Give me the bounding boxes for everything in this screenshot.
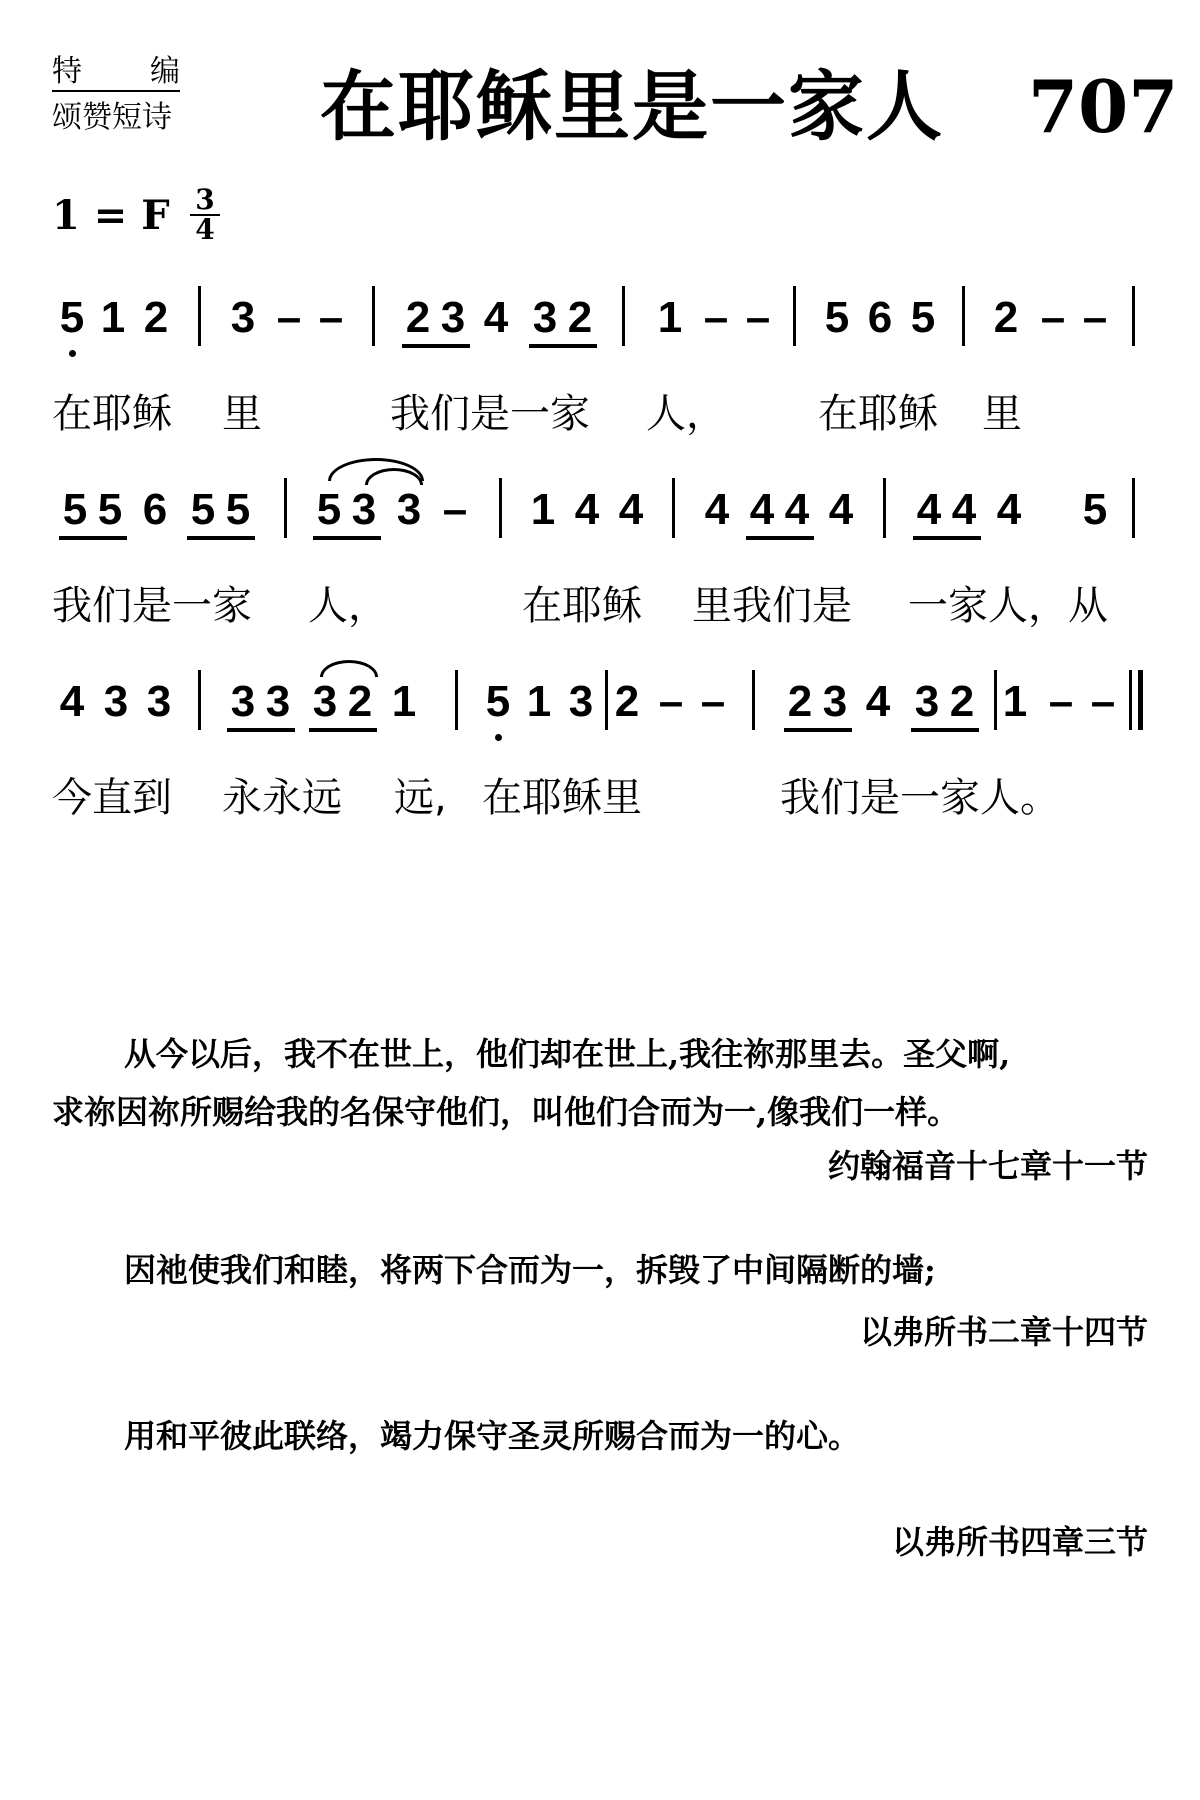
note: 2 — [143, 293, 169, 342]
eighth-underline — [59, 536, 127, 540]
note: 3 — [568, 677, 594, 726]
note: 6 — [142, 485, 168, 534]
note: 5 — [62, 485, 88, 534]
verse-1-line-2: 求祢因祢所赐给我的名保守他们，叫他们合而为一,像我们一样。 — [52, 1093, 960, 1131]
note: 2 — [347, 677, 373, 726]
final-bar-thick — [1138, 670, 1143, 730]
bar-line — [1132, 286, 1135, 346]
note: 5 — [1082, 485, 1108, 534]
lyric-syllable: 人， — [308, 583, 388, 629]
lyrics-row-1 — [52, 386, 1172, 442]
note: 1 — [526, 677, 552, 726]
eighth-underline — [913, 536, 981, 540]
lyric-syllable: 在耶稣 — [522, 583, 642, 629]
slur-arc — [320, 660, 378, 677]
note: 4 — [618, 485, 644, 534]
dash: – — [745, 293, 771, 342]
eighth-underline — [746, 536, 814, 540]
note: 3 — [914, 677, 940, 726]
lyric-syllable: 我们是一家 — [52, 583, 252, 629]
verse-1-reference: 约翰福音十七章十一节 — [827, 1147, 1148, 1185]
dash: – — [1090, 677, 1116, 726]
lyric-syllable: 我们是一家人。 — [780, 775, 1060, 821]
note: 3 — [265, 677, 291, 726]
note: 4 — [704, 485, 730, 534]
dash: – — [658, 677, 684, 726]
note: 3 — [396, 485, 422, 534]
eighth-underline — [187, 536, 255, 540]
note: 3 — [230, 293, 256, 342]
bar-line — [499, 478, 502, 538]
note: 5 — [485, 677, 511, 726]
note: 3 — [312, 677, 338, 726]
dash: – — [318, 293, 344, 342]
note: 1 — [100, 293, 126, 342]
bar-line — [672, 478, 675, 538]
hymn-number: 707 — [1028, 64, 1179, 149]
eighth-underline — [309, 728, 377, 732]
verse-3-reference: 以弗所书四章三节 — [891, 1523, 1148, 1561]
eighth-underline — [529, 344, 597, 348]
note: 5 — [316, 485, 342, 534]
note: 2 — [614, 677, 640, 726]
note: 3 — [103, 677, 129, 726]
bar-line — [883, 478, 886, 538]
verse-3-line-1: 用和平彼此联络，竭力保守圣灵所赐合而为一的心。 — [124, 1417, 861, 1455]
low-octave-dot — [495, 734, 502, 741]
lyrics-row-3 — [52, 770, 1172, 826]
dash: – — [700, 677, 726, 726]
lyric-syllable: 里 — [982, 391, 1022, 437]
lyric-syllable: 我们是一家 — [390, 391, 590, 437]
note: 3 — [146, 677, 172, 726]
note: 2 — [787, 677, 813, 726]
note: 3 — [822, 677, 848, 726]
bar-line — [1132, 478, 1135, 538]
score-row-1 — [0, 292, 1200, 372]
note: 4 — [865, 677, 891, 726]
note: 5 — [59, 293, 85, 342]
dash: – — [1048, 677, 1074, 726]
dash: – — [1040, 293, 1066, 342]
note: 4 — [996, 485, 1022, 534]
lyric-syllable: 人， — [646, 391, 726, 437]
note: 5 — [824, 293, 850, 342]
note: 4 — [483, 293, 509, 342]
note: 6 — [867, 293, 893, 342]
note: 1 — [657, 293, 683, 342]
dash: – — [1082, 293, 1108, 342]
note: 3 — [440, 293, 466, 342]
lyric-syllable: 里 — [222, 391, 262, 437]
bar-line — [198, 286, 201, 346]
lyrics-row-2 — [52, 578, 1172, 634]
bar-line — [752, 670, 755, 730]
lyric-syllable: 在耶稣里 — [482, 775, 642, 821]
note: 1 — [530, 485, 556, 534]
time-signature-denominator: 4 — [195, 213, 215, 246]
note: 4 — [784, 485, 810, 534]
note: 1 — [391, 677, 417, 726]
eighth-underline — [227, 728, 295, 732]
note: 1 — [1002, 677, 1028, 726]
eighth-underline — [911, 728, 979, 732]
verse-2-reference: 以弗所书二章十四节 — [859, 1313, 1148, 1351]
lyric-syllable: 今直到 — [52, 775, 172, 821]
hymn-title: 在耶稣里是一家人 — [320, 62, 944, 151]
note: 3 — [532, 293, 558, 342]
bar-line — [455, 670, 458, 730]
lyric-syllable: 远, — [394, 775, 447, 821]
lyric-syllable: 在耶稣 — [52, 391, 172, 437]
score-row-2 — [0, 484, 1200, 564]
note: 4 — [951, 485, 977, 534]
note: 5 — [190, 485, 216, 534]
lyric-syllable: 一家人，从 — [908, 583, 1108, 629]
note: 4 — [59, 677, 85, 726]
eighth-underline — [313, 536, 381, 540]
dash: – — [442, 485, 468, 534]
note: 3 — [351, 485, 377, 534]
lyric-syllable: 在耶稣 — [818, 391, 938, 437]
eighth-underline — [402, 344, 470, 348]
note: 5 — [225, 485, 251, 534]
bar-line — [284, 478, 287, 538]
key-signature: 1 = F — [52, 192, 170, 239]
lyric-syllable: 永永远 — [222, 775, 342, 821]
category-char-2: 编 — [150, 54, 180, 89]
dash: – — [703, 293, 729, 342]
note: 4 — [828, 485, 854, 534]
final-bar-thin — [1129, 670, 1132, 730]
verse-1-line-1: 从今以后，我不在世上，他们却在世上,我往祢那里去。圣父啊, — [124, 1035, 1011, 1073]
note: 4 — [749, 485, 775, 534]
bar-line — [622, 286, 625, 346]
verse-2-line-1: 因祂使我们和睦，将两下合而为一，拆毁了中间隔断的墙; — [124, 1251, 936, 1289]
note: 2 — [405, 293, 431, 342]
time-signature-numerator: 3 — [190, 186, 220, 216]
note: 2 — [567, 293, 593, 342]
note: 5 — [910, 293, 936, 342]
bar-line — [198, 670, 201, 730]
bar-line — [793, 286, 796, 346]
bar-line — [962, 286, 965, 346]
bar-line — [372, 286, 375, 346]
time-signature — [190, 183, 220, 246]
category-label-top — [52, 54, 180, 92]
note: 5 — [97, 485, 123, 534]
score-row-3 — [0, 676, 1200, 756]
note: 3 — [230, 677, 256, 726]
dash: – — [276, 293, 302, 342]
category-char-1: 特 — [52, 54, 82, 89]
low-octave-dot — [69, 350, 76, 357]
eighth-underline — [784, 728, 852, 732]
category-label-bottom: 颂赞短诗 — [52, 100, 172, 135]
note: 2 — [993, 293, 1019, 342]
note: 4 — [574, 485, 600, 534]
lyric-syllable: 里我们是 — [692, 583, 852, 629]
note: 2 — [949, 677, 975, 726]
note: 4 — [916, 485, 942, 534]
